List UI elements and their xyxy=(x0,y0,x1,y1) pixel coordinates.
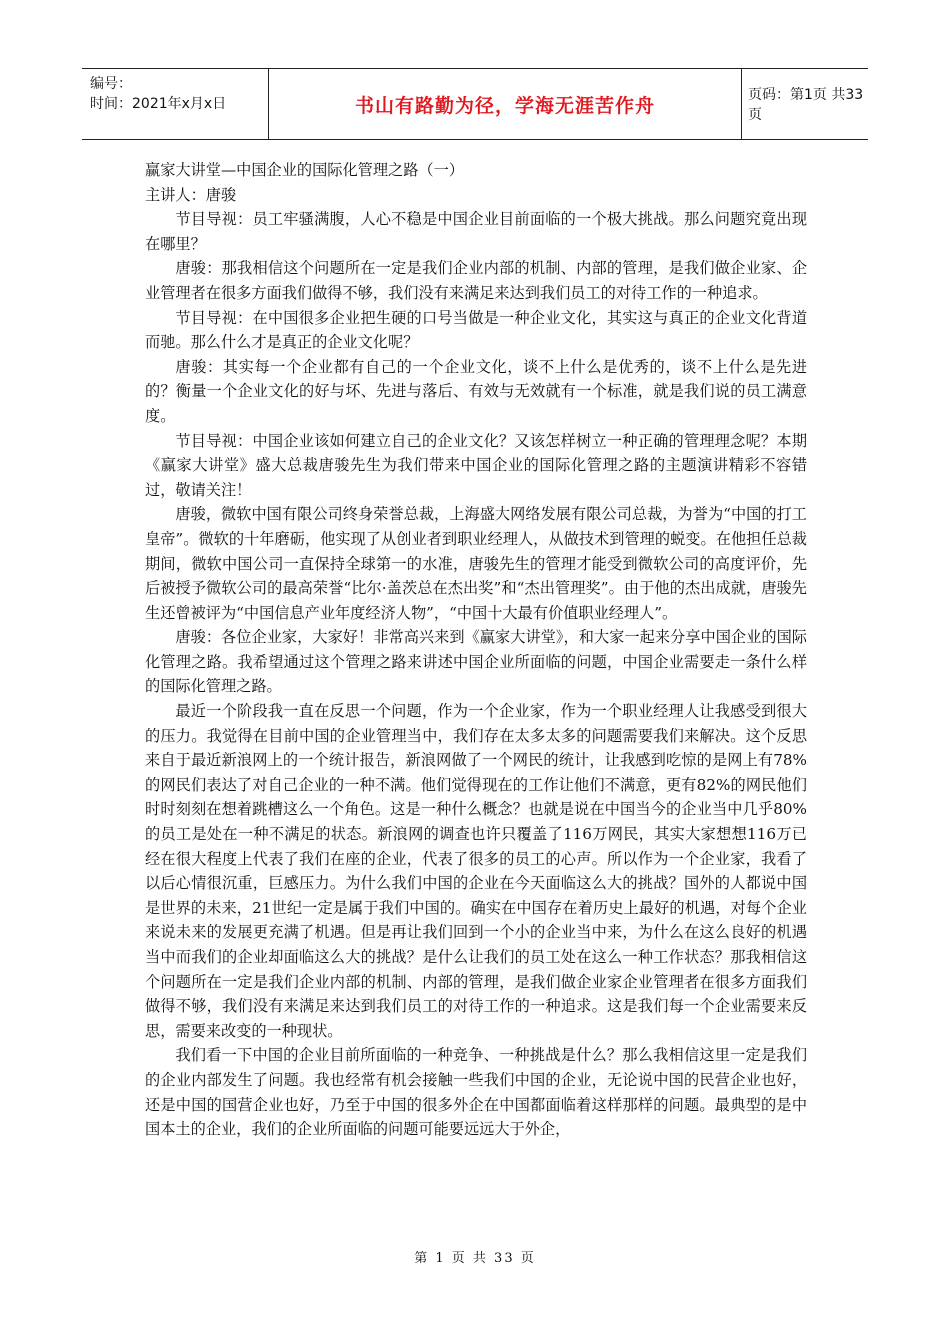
page-header xyxy=(82,68,868,140)
page-footer: 第 1 页 共 33 页 xyxy=(414,1251,536,1266)
paragraph: 节目导视：员工牢骚满腹，人心不稳是中国企业目前面临的一个极大挑战。那么问题究竟出现在哪里？ xyxy=(145,210,807,253)
time-label: 时间：2021年x月x日 xyxy=(90,96,227,112)
paragraph: 唐骏，微软中国有限公司终身荣誉总裁，上海盛大网络发展有限公司总裁，为誉为“中国的打工皇帝”。微软的十年磨砺，他实现了从创业者到职业经理人，从做技术到管理的蜕变。在他担任总裁期间，微软中国公司一直保持全球第一的水准，唐骏先生的管理才能受到微软公司的高度评价，先后被授予微软公司的最高荣誉“比尔·盖茨总在杰出奖”和“杰出管理奖”。由于他的杰出成就，唐骏先生还曾被评为“中国信息产业年度经济人物”，“中国十大最有价值职业经理人”。 xyxy=(145,505,807,622)
number-label: 编号： xyxy=(90,76,132,92)
paragraph: 节目导视：在中国很多企业把生硬的口号当做是一种企业文化，其实这与真正的企业文化背道而驰。那么什么才是真正的企业文化呢？ xyxy=(145,308,807,352)
document-body xyxy=(145,158,807,1142)
paragraph: 节目导视：中国企业该如何建立自己的企业文化？又该怎样树立一种正确的管理理念呢？本期《赢家大讲堂》盛大总裁唐骏先生为我们带来中国企业的国际化管理之路的主题演讲精彩不容错过，敬请关注！ xyxy=(145,431,807,499)
header-motto: 书山有路勤为径，学海无涯苦作舟 xyxy=(268,69,742,139)
paragraph: 我们看一下中国的企业目前所面临的一种竞争、一种挑战是什么？那么我相信这里一定是我们的企业内部发生了问题。我也经常有机会接触一些我们中国的企业，无论说中国的民营企业也好，还是中国的国营企业也好，乃至于中国的很多外企在中国都面临着这样那样的问题。最典型的是中国本土的企业，我们的企业所面临的问题可能要远远大于外企， xyxy=(145,1046,807,1139)
paragraph: 最近一个阶段我一直在反思一个问题，作为一个企业家，作为一个职业经理人让我感受到很大的压力。我觉得在目前中国的企业管理当中，我们存在太多太多的问题需要我们来解决。这个反思来自于最近新浪网上的一个统计报告，新浪网做了一个网民的统计，让我感到吃惊的是网上有78%的网民们表达了对自己企业的一种不满。他们觉得现在的工作让他们不满意，更有82%的网民他们时时刻刻在想着跳槽这么一个角色。这是一种什么概念？也就是说在中国当今的企业当中几乎80%的员工是处在一种不满足的状态。新浪网的调查也许只覆盖了116万网民，其实大家想想116万已经在很大程度上代表了我们在座的企业，代表了很多的员工的心声。所以作为一个企业家，我看了以后心情很沉重，巨感压力。为什么我们中国的企业在今天面临这么大的挑战？国外的人都说中国是世界的未来，21世纪一定是属于我们中国的。确实在中国存在着历史上最好的机遇，对每个企业来说未来的发展更充满了机遇。但是再让我们回到一个小的企业当中来，为什么在这么良好的机遇当中而我们的企业却面临这么大的挑战？是什么让我们的员工处在这么一种工作状态？那我相信这个问题所在一定是我们企业内部的机制、内部的管理，是我们做企业家企业管理者在很多方面我们做得不够，我们没有来满足来达到我们员工的对待工作的一种追求。这是我们每一个企业需要来反思，需要来改变的一种现状。 xyxy=(145,702,807,1040)
header-page-label: 页码：第1页 共33页 xyxy=(748,87,864,123)
paragraph: 唐骏：各位企业家，大家好！非常高兴来到《赢家大讲堂》，和大家一起来分享中国企业的国际化管理之路。我希望通过这个管理之路来讲述中国企业所面临的问题，中国企业需要走一条什么样的国际化管理之路。 xyxy=(145,628,807,696)
paragraph: 唐骏：其实每一个企业都有自己的一个企业文化，谈不上什么是优秀的，谈不上什么是先进的？衡量一个企业文化的好与坏、先进与落后、有效与无效就有一个标准，就是我们说的员工满意度。 xyxy=(145,357,807,425)
speaker-line: 主讲人：唐骏 xyxy=(145,185,237,204)
document-title: 赢家大讲堂—中国企业的国际化管理之路（一） xyxy=(145,161,464,179)
paragraph: 唐骏：那我相信这个问题所在一定是我们企业内部的机制、内部的管理，是我们做企业家、企业管理者在很多方面我们做得不够，我们没有来满足来达到我们员工的对待工作的一种追求。 xyxy=(145,259,807,302)
header-meta xyxy=(82,69,268,139)
